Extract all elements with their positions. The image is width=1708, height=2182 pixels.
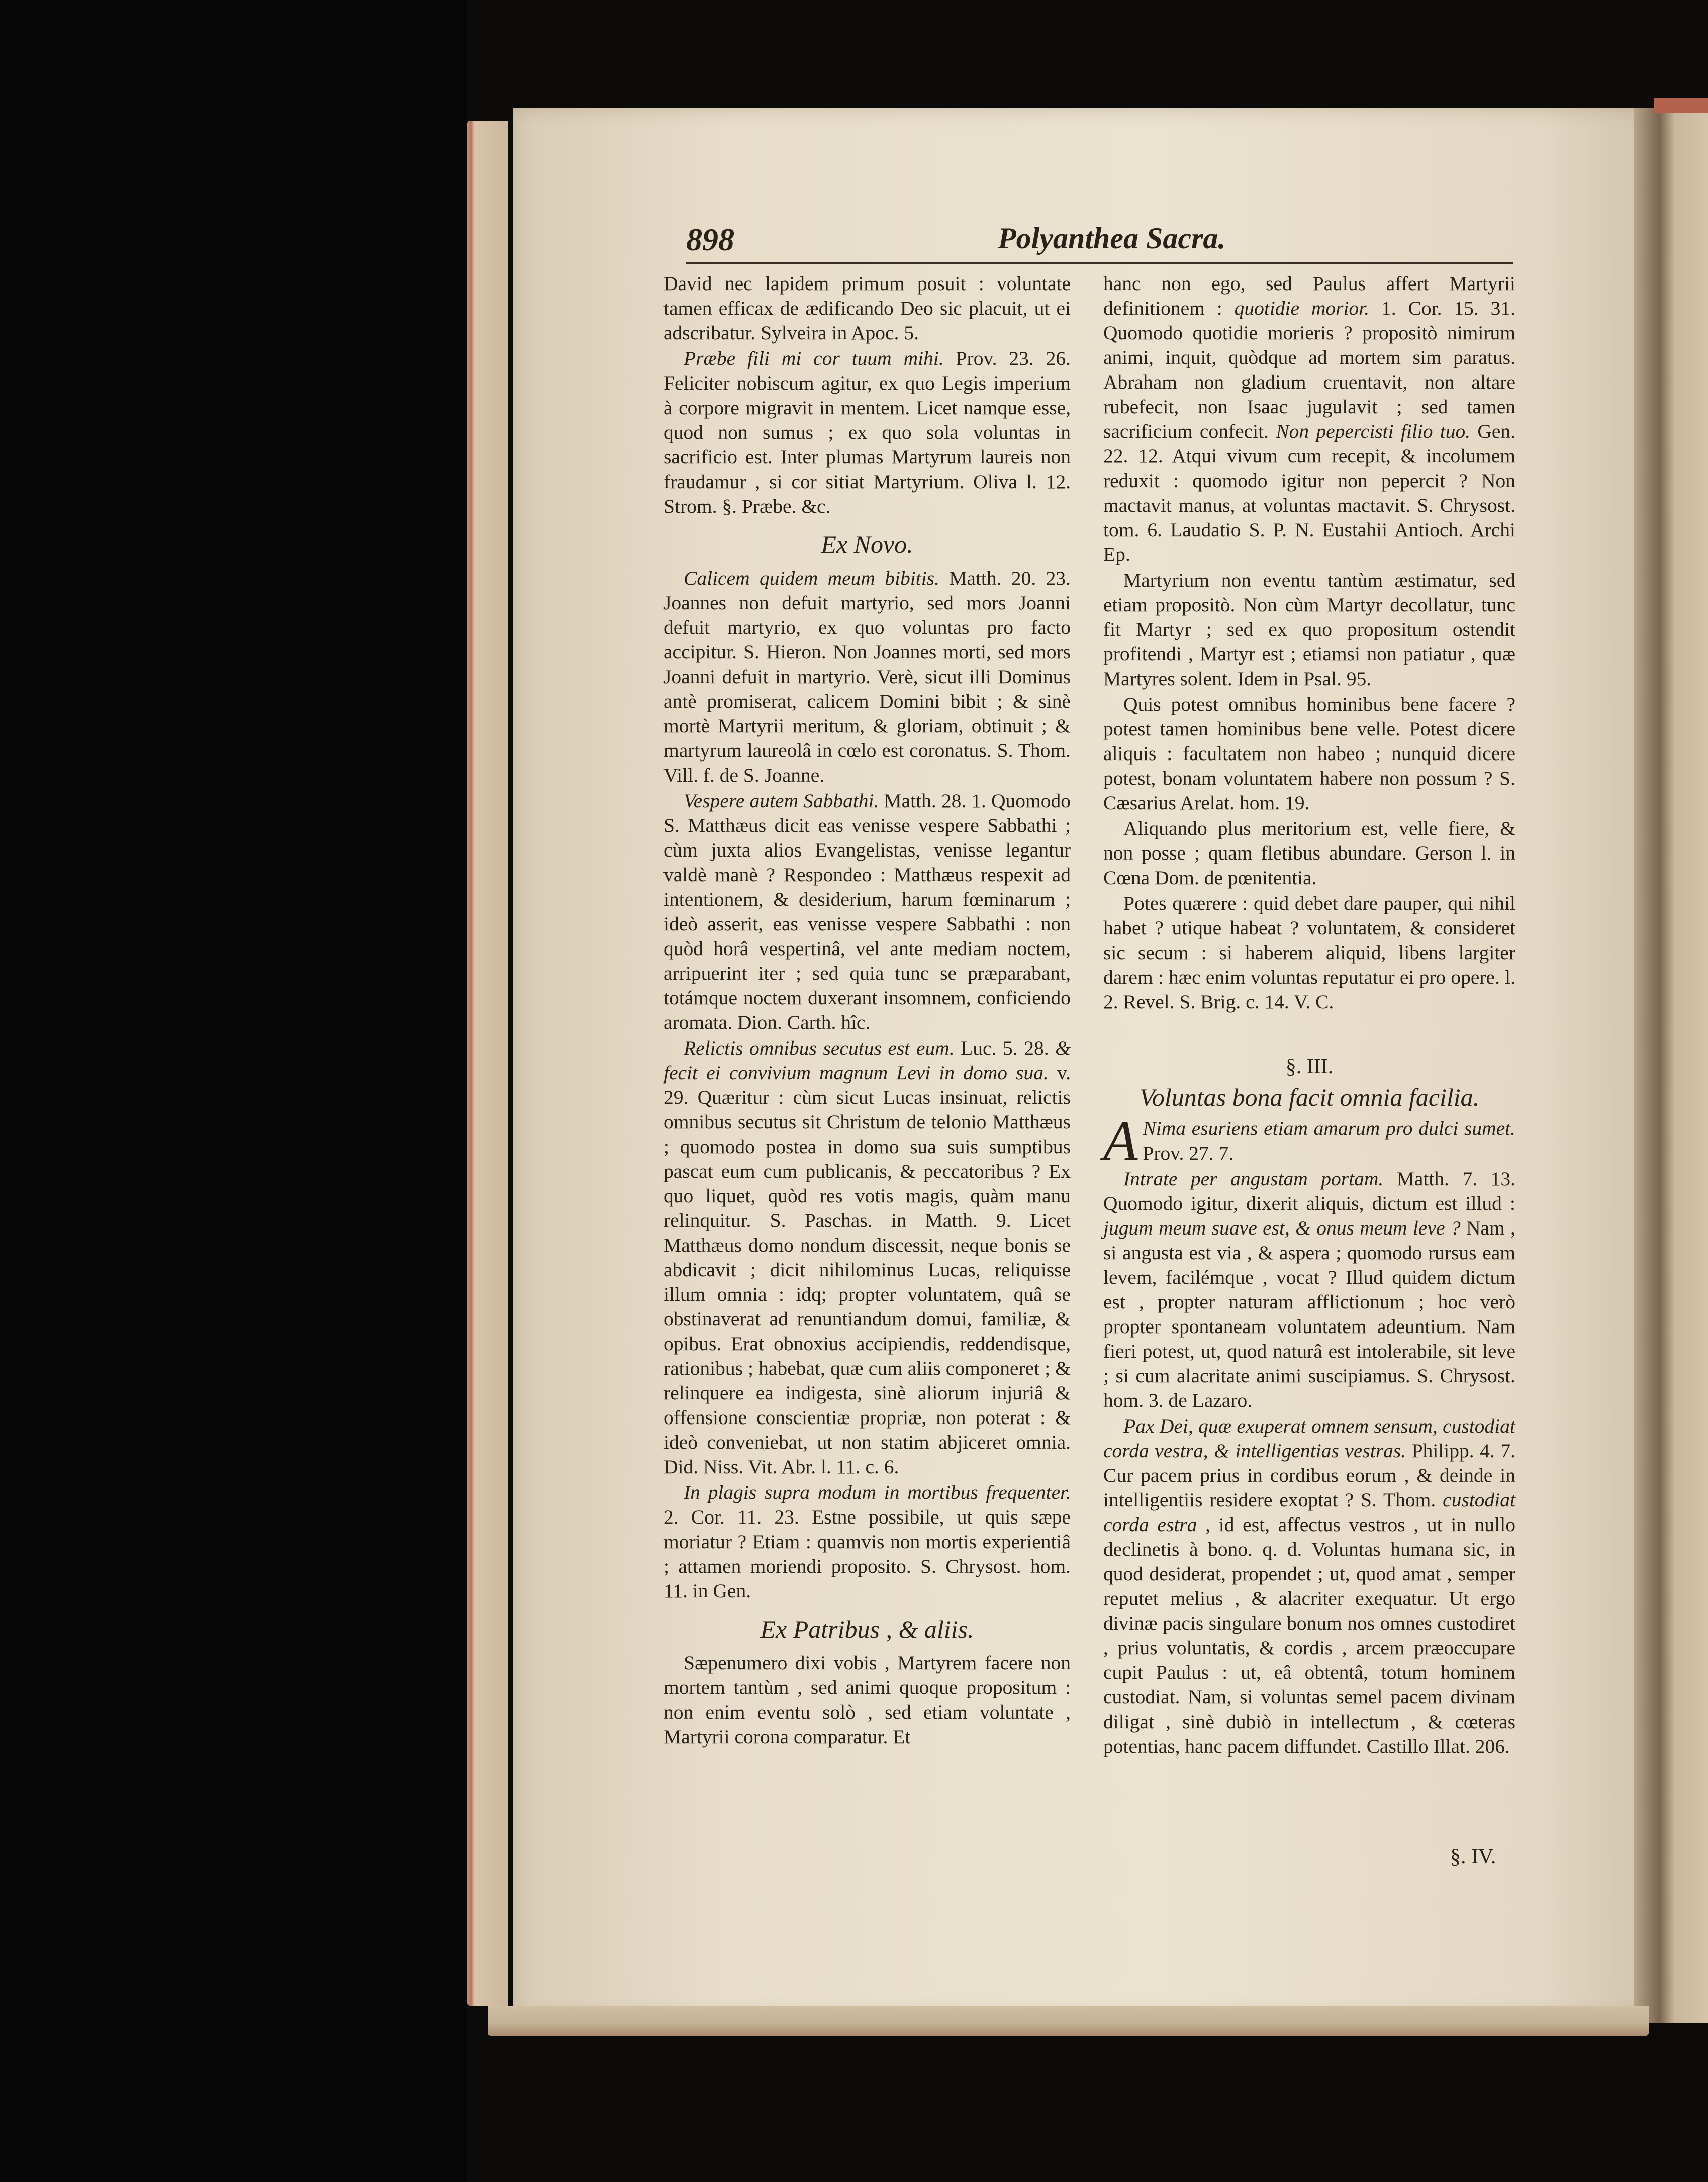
scripture-quote: Pax Dei, quæ exuperat omnem sensum, custodiat corda vestra, & intelligentias vestras. (1103, 1415, 1515, 1462)
scripture-quote: Vespere autem Sabbathi. (684, 790, 879, 812)
paragraph-text: Matth. 7. 13. Quomodo igitur, dixerit aliquis, dictum est illud : (1103, 1168, 1516, 1214)
scripture-quote: custodiat corda estra (1103, 1489, 1515, 1536)
left-column (663, 271, 1071, 1750)
paragraph: Sæpenumero dixi vobis , Martyrem facere non mortem tantùm , sed animi quoque propositum : non enim eventu solò , sed etiam voluntate , Martyrii corona comparatur. Et (663, 1652, 1071, 1748)
page-number: 898 (686, 222, 734, 257)
paragraph: Potes quærere : quid debet dare pauper, qui nihil habet ? utique habeat ? voluntatem, & consideret sic secum : si haberem aliquid, libens largiter darem : hæc enim voluntas reputatur ei pro opere. l. 2. Revel. S. Brig. c. 14. V. C. (1103, 892, 1515, 1013)
paragraph (1103, 1414, 1515, 1759)
scripture-quote: Relictis omnibus secutus est eum. (684, 1037, 955, 1059)
scripture-quote: In plagis supra modum in mortibus frequenter. (684, 1481, 1071, 1503)
scripture-quote: Nima esuriens etiam amarum pro dulci sumet. (1143, 1117, 1515, 1140)
paragraph: Quis potest omnibus hominibus bene facere ? potest tamen hominibus bene velle. Potest dicere aliquis : facultatem non habeo ; nunquid dicere potest, bonam voluntatem habere non possum ? S. Cæsarius Arelat. hom. 19. (1103, 693, 1515, 814)
dark-background (0, 0, 467, 2182)
paragraph (1103, 271, 1515, 567)
paragraph-text: Gen. 22. 12. Atqui vivum cum recepit, & incolumem reduxit : quomodo igitur non pepercit ? Non mactavit manus, at voluntas mactavit. S. Chrysost. tom. 6. Laudatio S. P. N. Eustahii Antioch. Archi Ep. (1103, 420, 1516, 565)
page-edges-bottom (488, 2006, 1649, 2036)
paragraph-text: Philipp. 4. 7. Cur pacem prius in cordibus eorum , & deinde in intelligentiis residere exoptat ? S. Thom. (1103, 1440, 1515, 1511)
running-title: Polyanthea Sacra. (998, 222, 1226, 255)
paragraph-text: Luc. 5. 28. (954, 1037, 1056, 1059)
scripture-quote: Præbe fili mi cor tuum mihi. (684, 347, 944, 369)
section-number: §. III. (1285, 1055, 1334, 1078)
paragraph-text: Prov. 23. 26. Feliciter nobiscum agitur, ex quo Legis imperium à corpore migravit in mentem. Licet namque esse, quod non sumus ; ex quo sola voluntas in sacrificio est. Inter plumas Martyrum laureis non fraudamur , si cor sitiat Martyrium. Oliva l. 12. Strom. §. Præbe. &c. (663, 347, 1071, 517)
paragraph-text: 1. Cor. 15. 31. Quomodo quotidie morieris ? propositò nimirum animi, inquit, quòdque ad mortem sim paratus. Abraham non gladium cruentavit, non altare rubefecit, non Isaac jugulavit ; sed tamen sacrificium confecit. (1103, 297, 1515, 442)
book-gutter (1634, 108, 1708, 2023)
paragraph-text: Matth. 28. 1. Quomodo S. Matthæus dicit eas venisse vespere Sabbathi ; cùm juxta alios Evangelistas, venisse legantur valdè manè ? Respondeo : Matthæus respexit ad intentionem, & desiderium, harum fœminarum ; ideò asserit, eas venisse vespere Sabbathi : non quòd horâ vespertinâ, vel ante mediam noctem, arripuerint iter ; sed quia tunc se præparabant, totámque noctem duxerant insomnem, conficiendo aromata. Dion. Carth. hîc. (663, 790, 1071, 1033)
scripture-quote: quotidie morior. (1234, 297, 1370, 319)
paragraph (663, 789, 1071, 1035)
gutter-red-edge (1654, 98, 1708, 113)
paragraph-text: Nam , si angusta est via , & aspera ; quomodo rursus eam levem, facilémque , vocat ? Illud quidem dictum est , propter naturam afflictionum ; hoc verò propter spontaneam voluntatem adeuntium. Nam fieri potest, ut, quod naturâ est intolerabile, sit leve ; si cum alacritate animi suscipiamus. S. Chrysost. hom. 3. de Lazaro. (1103, 1217, 1515, 1411)
right-column (1103, 271, 1515, 1760)
paragraph (663, 346, 1071, 519)
citation-text: Prov. 27. 7. (1143, 1142, 1234, 1164)
paragraph: David nec lapidem primum posuit : voluntate tamen efficax de ædificando Deo sic placuit, ut ei adscribatur. Sylveira in Apoc. 5. (663, 272, 1071, 344)
page-header (686, 221, 1513, 261)
paragraph-text: , id est, affectus vestros , ut in nullo declinetis à bono. q. d. Voluntas humana sic, in quod desiderat, propendet ; ut, quod amat , semper reputet melius , & alacriter exequatur. Ut ergo divinæ pacis singulare bonum nos omnes custodiret , prius voluntatis, & cordis , arcem præoccupare cupit Paulus : ut, eâ obtentâ, totum hominem custodiat. Nam, si voluntas semel pacem divinam diligat , sinè dubiò in intellectum , & cœteras potentias, hanc pacem diffundet. Castillo Illat. 206. (1103, 1513, 1515, 1757)
paragraph (1103, 1167, 1515, 1413)
paragraph-text: Matth. 20. 23. Joannes non defuit martyrio, sed mors Joanni defuit martyrio, ex quo voluntas pro facto accipitur. S. Hieron. Non Joannes morti, sed mors Joanni defuit in martyrio. Verè, sicut illi Dominus antè promiserat, calicem Domini bibit ; & sinè mortè Martyrii meritum, & gloriam, obtinuit ; & martyrum laureolâ in cœlo est coronatus. S. Thom. Vill. f. de S. Joanne. (663, 567, 1071, 786)
paragraph (663, 566, 1071, 788)
drop-cap: A (1103, 1110, 1138, 1172)
paragraph: Martyrium non eventu tantùm æstimatur, sed etiam propositò. Non cùm Martyr decollatur, tunc fit Martyr ; sed ex quo propositum ostendit profitendi , Martyr est ; etiamsi non patiatur , quæ Martyres solent. Idem in Psal. 95. (1103, 569, 1515, 690)
scripture-quote: Intrate per angustam portam. (1123, 1168, 1384, 1190)
scripture-quote: & fecit ei convivium magnum Levi in domo sua. (663, 1037, 1071, 1084)
scripture-quote: Calicem quidem meum bibitis. (684, 567, 939, 589)
paragraph: Aliquando plus meritorium est, velle fiere, & non posse ; quam fletibus abundare. Gerson l. in Cœna Dom. de pœnitentia. (1103, 817, 1515, 889)
section-heading: Ex Novo. (821, 530, 913, 558)
paragraph (663, 1480, 1071, 1603)
paragraph (1103, 1110, 1515, 1172)
section-heading: Ex Patribus , & aliis. (760, 1615, 974, 1643)
paragraph-text: hanc non ego, sed Paulus affert Martyrii definitionem : (1103, 272, 1515, 319)
paragraph (663, 1036, 1071, 1479)
page-edges-left (467, 121, 508, 2006)
section-title: Voluntas bona facit omnia facilia. (1139, 1083, 1480, 1111)
paragraph-text: v. 29. Quæritur : cùm sicut Lucas insinuat, relictis omnibus secutus sit Christum de telonio Matthæus ; quomodo postea in domo sua suis sumptibus pascat eum cum publicanis, & peccatoribus ? Ex quo liquet, quòd res votis magis, quàm manu relinquitur. S. Paschas. in Matth. 9. Licet Matthæus domo nondum discessit, neque bonis se abdicavit ; dicit nihilominus Lucas, reliquisse illum omnia : idq; propter voluntatem, quâ se obstinaverat ad renuntiandum domui, familiæ, & opibus. Erat obnoxius accipiendis, reddendisque, rationibus ; habebat, quæ cum aliis componeret ; & relinquere ea indigesta, sinè aliorum injuriâ & offensione conscientiæ propriæ, non poterat : & ideò conveniebat, ut non statim abjiceret omnia. Did. Niss. Vit. Abr. l. 11. c. 6. (663, 1062, 1071, 1478)
scripture-quote: jugum meum suave est, & onus meum leve ? (1103, 1217, 1461, 1239)
header-rule (686, 262, 1513, 264)
paragraph-text: 2. Cor. 11. 23. Estne possibile, ut quis sæpe moriatur ? Etiam : quamvis non mortis experientiâ ; attamen moriendi proposito. S. Chrysost. hom. 11. in Gen. (663, 1506, 1071, 1602)
scripture-quote: Non pepercisti filio tuo. (1276, 420, 1471, 442)
catchword: §. IV. (1450, 1845, 1496, 1868)
